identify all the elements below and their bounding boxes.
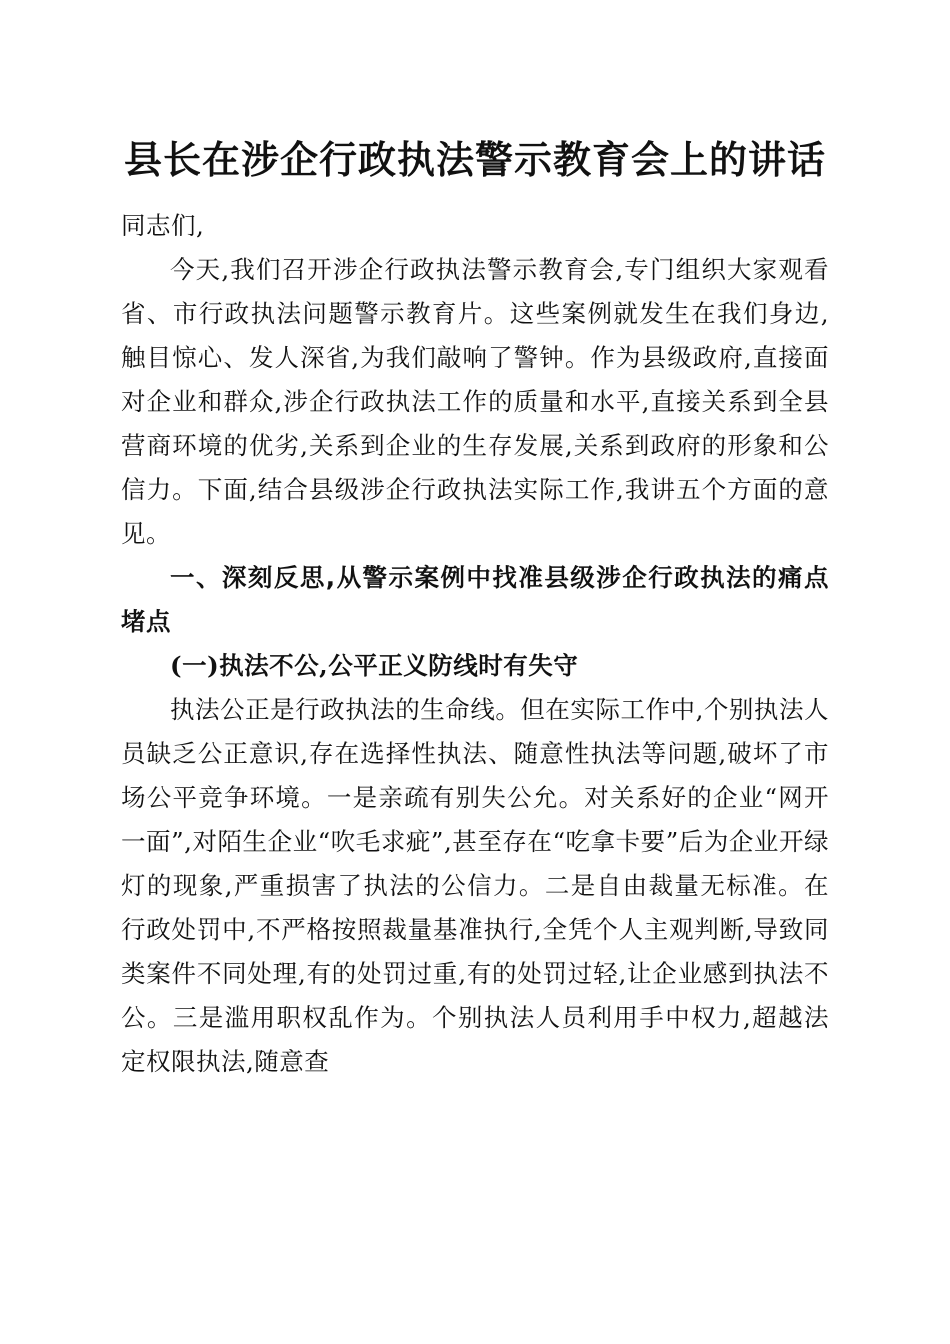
document-body bbox=[121, 204, 829, 1084]
intro-paragraph: 今天,我们召开涉企行政执法警示教育会,专门组织大家观看省、市行政执法问题警示教育片。这些案例就发生在我们身边,触目惊心、发人深省,为我们敲响了警钟。作为县级政府,直接面对企业和群众,涉企行政执法工作的质量和水平,直接关系到全县营商环境的优劣,关系到企业的生存发展,关系到政府的形象和公信力。下面,结合县级涉企行政执法实际工作,我讲五个方面的意见。 bbox=[121, 255, 829, 548]
subsection-paragraph: 执法公正是行政执法的生命线。但在实际工作中,个别执法人员缺乏公正意识,存在选择性执法、随意性执法等问题,破坏了市场公平竞争环境。一是亲疏有别失公允。对关系好的企业“网开一面”,对陌生企业“吹毛求疵”,甚至存在“吃拿卡要”后为企业开绿灯的现象,严重损害了执法的公信力。二是自由裁量无标准。在行政处罚中,不严格按照裁量基准执行,全凭个人主观判断,导致同类案件不同处理,有的处罚过重,有的处罚过轻,让企业感到执法不公。三是滥用职权乱作为。个别执法人员利用手中权力,超越法定权限执法,随意查 bbox=[121, 695, 829, 1076]
salutation: 同志们, bbox=[121, 211, 205, 240]
subsection-heading: (一)执法不公,公平正义防线时有失守 bbox=[170, 651, 579, 680]
section-heading: 一、深刻反思,从警示案例中找准县级涉企行政执法的痛点堵点 bbox=[121, 563, 829, 636]
document-title: 县长在涉企行政执法警示教育会上的讲话 bbox=[123, 137, 826, 182]
